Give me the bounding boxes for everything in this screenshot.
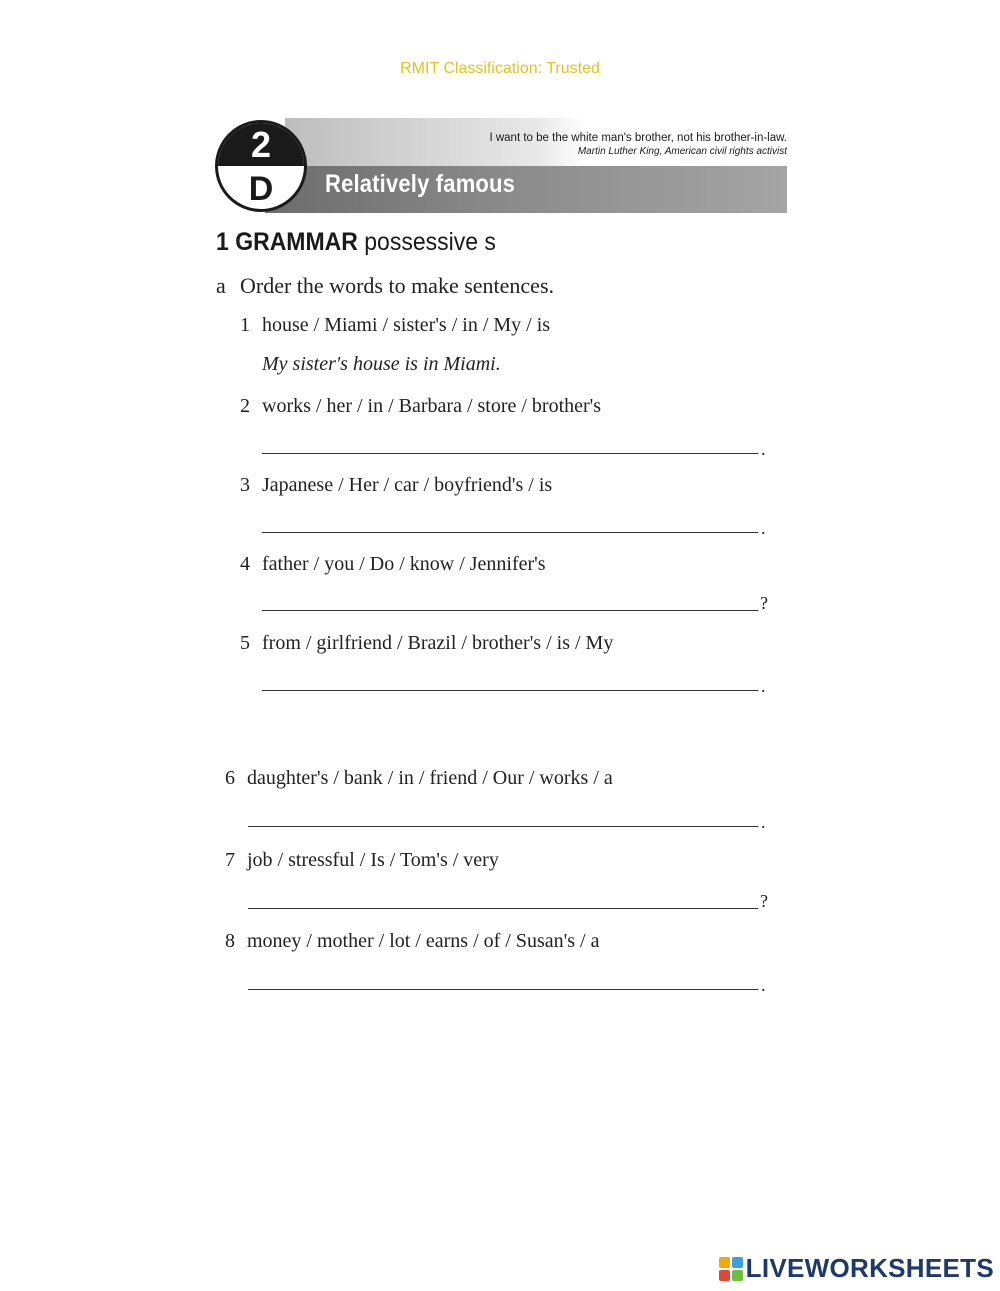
exercise-item-7 — [225, 849, 499, 872]
section-label: GRAMMAR — [235, 228, 358, 256]
quote-text: I want to be the white man's brother, not his brother-in-law. — [489, 132, 787, 144]
answer-line-6[interactable] — [248, 826, 758, 827]
example-answer: My sister's house is in Miami. — [262, 353, 501, 375]
instruction-text: Order the words to make sentences. — [240, 273, 555, 298]
answer-line-7[interactable] — [248, 908, 758, 909]
item-words: Japanese / Her / car / boyfriend's / is — [262, 474, 553, 496]
item-words: works / her / in / Barbara / store / brother's — [262, 395, 602, 417]
answer-punct-4: ? — [760, 593, 768, 613]
item-words: from / girlfriend / Brazil / brother's / is / My — [262, 632, 614, 654]
unit-header — [215, 118, 787, 214]
item-number: 3 — [240, 474, 250, 496]
item-words: father / you / Do / know / Jennifer's — [262, 553, 546, 575]
exercise-item-5 — [240, 632, 613, 655]
item-words: daughter's / bank / in / friend / Our / works / a — [247, 767, 613, 789]
answer-line-2[interactable] — [262, 453, 758, 454]
unit-badge — [215, 120, 307, 212]
item-words: job / stressful / Is / Tom's / very — [247, 849, 499, 871]
item-number: 6 — [225, 767, 235, 789]
item-words: money / mother / lot / earns / of / Susan's / a — [247, 930, 600, 952]
header-quote — [489, 132, 787, 157]
section-heading — [216, 228, 496, 257]
answer-punct-6: . — [761, 812, 766, 832]
item-number: 1 — [240, 314, 250, 336]
item-words: house / Miami / sister's / in / My / is — [262, 314, 551, 336]
section-number: 1 — [216, 228, 229, 256]
answer-punct-3: . — [761, 518, 766, 538]
liveworksheets-mark-icon — [719, 1257, 743, 1281]
item-number: 8 — [225, 930, 235, 952]
answer-punct-7: ? — [760, 891, 768, 911]
item-number: 2 — [240, 395, 250, 417]
answer-punct-8: . — [761, 975, 766, 995]
answer-line-5[interactable] — [262, 690, 758, 691]
answer-punct-2: . — [761, 439, 766, 459]
exercise-item-3 — [240, 474, 552, 497]
answer-line-4[interactable] — [262, 610, 758, 611]
classification-label: RMIT Classification: Trusted — [400, 60, 600, 77]
unit-title: Relatively famous — [325, 170, 516, 198]
quote-author: Martin Luther King, American civil rights activist — [577, 146, 787, 157]
liveworksheets-logo — [719, 1253, 994, 1284]
answer-line-8[interactable] — [248, 989, 758, 990]
item-number: 7 — [225, 849, 235, 871]
exercise-item-8 — [225, 930, 599, 953]
unit-number: 2 — [250, 124, 272, 165]
instruction-letter: a — [216, 273, 226, 298]
exercise-item-4 — [240, 553, 546, 576]
title-band — [265, 166, 787, 213]
answer-line-3[interactable] — [262, 532, 758, 533]
section-subtitle: possessive s — [364, 228, 496, 256]
unit-letter: D — [248, 170, 274, 208]
exercise-item-6 — [225, 767, 613, 790]
item-number: 4 — [240, 553, 250, 575]
exercise-item-1 — [240, 314, 550, 337]
logo-text: LIVEWORKSHEETS — [745, 1253, 994, 1283]
instruction — [216, 273, 554, 299]
item-number: 5 — [240, 632, 250, 654]
answer-punct-5: . — [761, 676, 766, 696]
exercise-item-2 — [240, 395, 601, 418]
